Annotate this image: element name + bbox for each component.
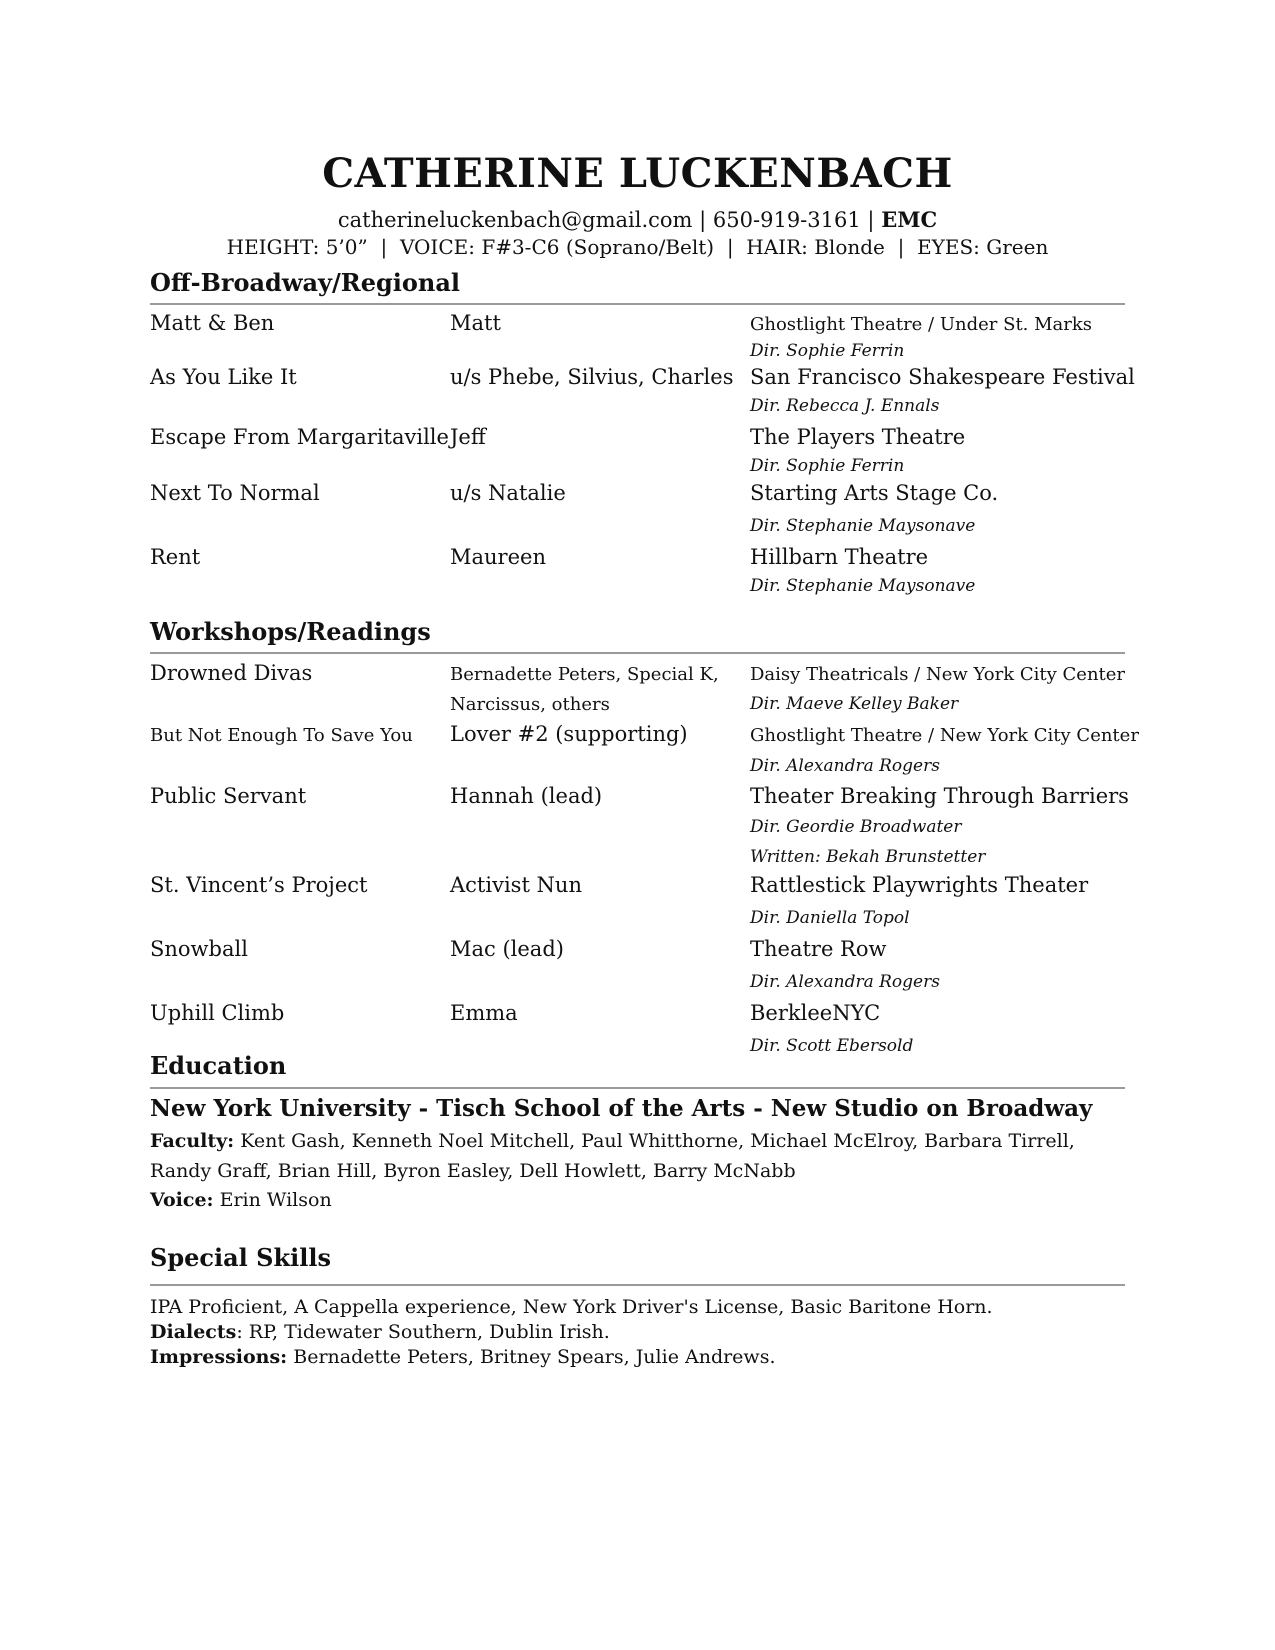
credit-director: Dir. Stephanie Maysonave: [750, 516, 976, 536]
credit-role: u/s Phebe, Silvius, Charles: [450, 365, 734, 389]
section-heading-skills: Special Skills: [150, 1243, 331, 1272]
dialects-label: Dialects: [150, 1321, 237, 1343]
credit-venue: The Players Theatre: [750, 425, 966, 449]
credit-title: Uphill Climb: [150, 1001, 285, 1025]
voice-stat: VOICE: F#3-C6 (Soprano/Belt): [399, 235, 715, 259]
resume-name: CATHERINE LUCKENBACH: [322, 150, 953, 197]
credit-director: Dir. Scott Ebersold: [750, 1036, 914, 1056]
credit-role: Emma: [450, 1001, 518, 1025]
credit-role: Lover #2 (supporting): [450, 722, 688, 746]
separator: |: [726, 235, 734, 259]
credit-director: Dir. Alexandra Rogers: [750, 756, 940, 776]
section-heading-off-broadway: Off-Broadway/Regional: [150, 268, 460, 297]
credit-venue: Hillbarn Theatre: [750, 545, 929, 569]
credit-venue: Ghostlight Theatre / Under St. Marks: [750, 314, 1093, 335]
credit-title: Next To Normal: [150, 481, 320, 505]
faculty-label: Faculty:: [150, 1130, 235, 1152]
impressions-list: Bernadette Peters, Britney Spears, Julie Andrews.: [293, 1346, 776, 1368]
credit-director: Dir. Stephanie Maysonave: [750, 576, 976, 596]
dialects-line: [150, 1321, 610, 1343]
credit-role: Jeff: [450, 425, 486, 449]
credit-title: Escape From Margaritaville: [150, 425, 449, 449]
school-name: New York University - Tisch School of the Arts - New Studio on Broadway: [150, 1095, 1093, 1122]
section-heading-workshops: Workshops/Readings: [150, 617, 431, 646]
section-divider: [150, 1284, 1125, 1286]
voice-teacher-line: [150, 1189, 332, 1211]
credit-title: Snowball: [150, 937, 248, 961]
separator: |: [897, 235, 905, 259]
contact-line: [0, 207, 1275, 232]
impressions-label: Impressions:: [150, 1346, 288, 1368]
credit-venue: BerkleeNYC: [750, 1001, 881, 1025]
email[interactable]: catherineluckenbach@gmail.com: [337, 208, 693, 232]
section-divider: [150, 652, 1125, 654]
credit-role: Matt: [450, 311, 501, 335]
stats-line: [0, 235, 1275, 259]
credit-title: Public Servant: [150, 784, 307, 808]
credit-director: Dir. Maeve Kelley Baker: [750, 694, 959, 714]
credit-director: Dir. Geordie Broadwater: [750, 817, 962, 837]
separator: |: [867, 208, 875, 232]
credit-venue: Rattlestick Playwrights Theater: [750, 873, 1089, 897]
separator: |: [699, 208, 707, 232]
credit-title: As You Like It: [150, 365, 297, 389]
credit-venue: Daisy Theatricals / New York City Center: [750, 664, 1126, 685]
union-status: EMC: [881, 207, 938, 232]
credit-title: Rent: [150, 545, 201, 569]
dialects-list: : RP, Tidewater Southern, Dublin Irish.: [236, 1321, 610, 1343]
credit-venue: Theatre Row: [750, 937, 887, 961]
credit-title: Drowned Divas: [150, 661, 313, 685]
credit-director: Dir. Rebecca J. Ennals: [750, 396, 940, 416]
credit-director: Dir. Sophie Ferrin: [750, 456, 905, 476]
voice-teacher: Erin Wilson: [219, 1189, 332, 1211]
eyes-stat: EYES: Green: [917, 235, 1049, 259]
credit-title: St. Vincent’s Project: [150, 873, 368, 897]
faculty-line: [150, 1130, 1075, 1152]
impressions-line: [150, 1346, 775, 1368]
separator: |: [380, 235, 388, 259]
credit-role: Maureen: [450, 545, 546, 569]
credit-role: u/s Natalie: [450, 481, 566, 505]
credit-venue: Theater Breaking Through Barriers: [750, 784, 1129, 808]
section-divider: [150, 303, 1125, 305]
credit-director: Dir. Daniella Topol: [750, 908, 910, 928]
credit-writer: Written: Bekah Brunstetter: [750, 847, 986, 867]
credit-role: Hannah (lead): [450, 784, 603, 808]
credit-director: Dir. Alexandra Rogers: [750, 972, 940, 992]
credit-role: Bernadette Peters, Special K,: [450, 664, 719, 685]
credit-title: But Not Enough To Save You: [150, 725, 413, 746]
credit-venue: Starting Arts Stage Co.: [750, 481, 999, 505]
height-stat: HEIGHT: 5’0”: [226, 235, 368, 259]
section-heading-education: Education: [150, 1051, 287, 1080]
hair-stat: HAIR: Blonde: [746, 235, 885, 259]
section-divider: [150, 1087, 1125, 1089]
faculty-names-continued: Randy Graff, Brian Hill, Byron Easley, Dell Howlett, Barry McNabb: [150, 1160, 796, 1182]
phone[interactable]: 650-919-3161: [712, 208, 861, 232]
credit-venue: Ghostlight Theatre / New York City Center: [750, 725, 1139, 746]
credit-title: Matt & Ben: [150, 311, 275, 335]
credit-role: Mac (lead): [450, 937, 564, 961]
faculty-names: Kent Gash, Kenneth Noel Mitchell, Paul Whitthorne, Michael McElroy, Barbara Tirrell,: [240, 1130, 1075, 1152]
credit-role-continued: Narcissus, others: [450, 694, 610, 715]
skills-general: IPA Proficient, A Cappella experience, New York Driver's License, Basic Baritone Horn.: [150, 1296, 993, 1318]
voice-label: Voice:: [150, 1189, 214, 1211]
credit-director: Dir. Sophie Ferrin: [750, 341, 905, 361]
credit-role: Activist Nun: [450, 873, 582, 897]
credit-venue: San Francisco Shakespeare Festival: [750, 365, 1135, 389]
